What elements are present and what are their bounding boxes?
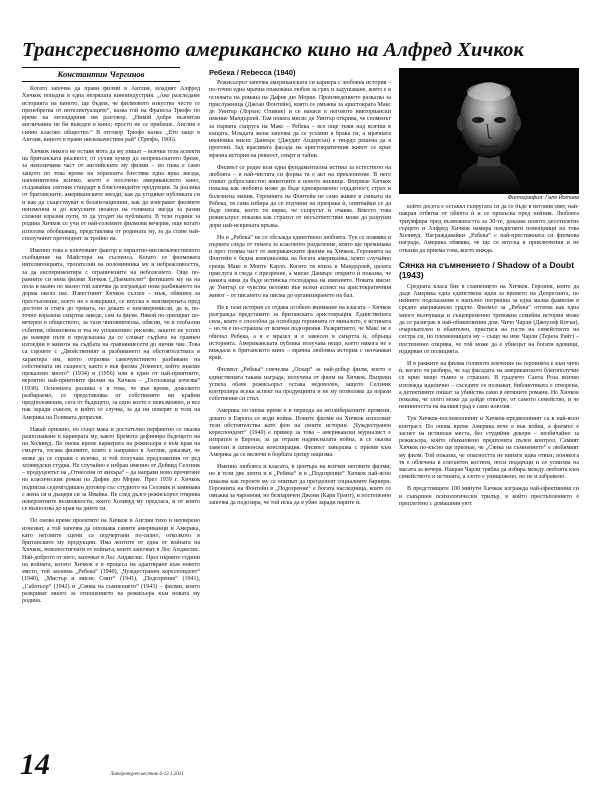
column-3 — [399, 204, 579, 778]
author-byline: Константин Чергинов — [57, 69, 145, 79]
paragraph: Когато започва да прави филми в Англия, младият Алфред Хичкок попадна в една незрялата киноиндустрия. „Ако разгледаме историята на киното, ще бъдем, че филмовото изкуство често се пренебрегва от интелектуалците“, казва той на Франсоа Трюфо по време на легендарния им разговор. „Никой добре възпитан англичанин не би въведен в кино; просто не се прибеше. Англия е синно класово общество.“ В отговор Трюфо казва: „Ето защо в Англия, киното в прави нискокачествен рай“ (Трюфо, 1966). — [22, 86, 200, 143]
article-title: Трансгресивното американско кино на Алфред Хичкок — [22, 39, 524, 61]
column-1 — [22, 86, 200, 734]
paragraph: Именно това е ключовият фактор в еврилтно-висококачественото съобщение на Майстора на съспенса. Когато се филмовата интелигенцията, трогателни на половинника му и небрежливостта, за да експериментира с ограничените на неболезнето. Още по-ранните си нема филми Хичкок („Наемателят“ фетишите му на на пола и мазно по мазно той започва да изграждат нова разбиването на дорма около нас. Известният Хичкок сълзен – мъж, обвинен за престъпление, което не е извършил, се впуска в неизмерената пред достоен и стига до тревата, но докато е неизмеромисли, да и, по-точно изразена смъртна заведе, сам за филм. Някой по-зреещиат по-вечерен в обществото, за тази чиновническа, обясни, че в глобални събития, обикновена и тоа не уплашениес рискове, защото не успял да намери пътя в предсказана да се сложат съдбата на сравнен изгледни в живота на съдбата на сравняниесети до ничия чие. Това са сцените с „Двойственият и разбиването на обстоятелствата в характера им, което отразява самочувствието разбиване на собствената ни същност, както е във филма „Човекът, който знаеше прекалено много“ (1934) и (1956) или в един от най-приятните, вероятно най-приятните филми на Хичкок – „Госпожица изчезва“ (1938). Основната разлика е в това, че във време, доколкото разбираемо, се представлява от собствените ни крайни предположения, сега от бъдещето, за едно което е невъзможно, и все пак заради съвсем, в който се случва, за да ни поверят и тези на Америка на Голямата депресия. — [22, 247, 200, 421]
section-title-shadow-of-a-doubt: Сянка на съмнението / Shadow of a Doubt (1943) — [399, 259, 575, 280]
paragraph: Америка по онова време е в периода на неолибералните промени, докато в Европа се води война. Новите филми на Хичкок използват тези обстоятелства като фон на своите истории. „Чуждестранен кореспондент“ (1940) е пример за това – американски журналист е изпратен в Европа, за да отрази надвисналата война, и се оказва замесен в шпионска конспирация. Филмът завършва с призив към Америка да се включи в борбата срещу нацизма. — [209, 408, 391, 458]
paragraph: Но в „Ребека“ не се обсъжда единствено любовта. Тук се появява и първата следа от темата за класовото разделение, която ще преминава и през голяма част от американските филми на Хичкок. Героинята на Фонтейн е бедна компаньонка на богата американка, която случайно среща Макс в Монте Карло. Когато тя влиза в Мандърлей, цялата прислуга я гледа с презрение, а мисис Данвърс открито ѝ показва, че никога няма да бъде истинска господарка на имението. Новата мисис де Уинтър се чувства неловко във всеки аспект на аристократичния живот – от писането на писма до организирането на бал. — [209, 234, 391, 299]
paragraph: Средната класа бие в съмнението на Хичкок. Героиня, която да даде Америка една единствена идея за времето на Депресията, по нейните подсказания е напълно погрешна за една малка фамилия в средно американско градче. Филмът за „Ребека“ отгатва как една много вълнуваща и същевременно тревожна семейна история може да се разиграе в най-обикновения дом. Чичо Чарли (Джоузеф Котън), очарователен и обаятелен, пристига на гости на семейството на сестра си, но племенницата му – също на име Чарли (Тереза Райт) – постепенно открива, че той може да е убиецът на богати вдовици, издирван от полицията. — [399, 283, 579, 355]
column-2 — [209, 68, 391, 774]
paragraph: По онова време проектите на Хичкок в Англия тихо и неуверено изчезват, а той започва да опознава самите американци и Америка, като неговите сцени са подчертани по-силно, отколкото в британските му продукции. Има лентите от една от войната на Хичкок, новопостигнати от войната, които започват в Лос Анджелис. Най-доброто от него, започват в Лос Анджелис. През първите години на войната, когато Хичкок е в процеса на адаптиране към новото място, той заснема „Ребека“ (1940), „Чуждестранен кореспондент“ (1940), „Мистър и мисис Смит“ (1941), „Подозрение“ (1941), „Саботьор“ (1942) и „Сянка на съмнението“ (1943) – филми, които разкриват много за отношението на режисьора към новата му родина. — [22, 518, 200, 605]
portrait-photo — [399, 68, 579, 194]
section-title-rebecca: Ребека / Rebecca (1940) — [209, 68, 296, 77]
paragraph: който досега е оставял съпругата си да се бъде в неговия свят, най-накрая отбягва от обичта ѝ и се прекъсва пред нейния. Любовта триумфира пред възможността за 30-те, доказва новото десетилетие сърцето и Алфред Хичкок намира повдигнати помощници на това Холивуд. Награждавайки „Ребека“ с най-престижната си филмова награда, Америка обявява, че ще се впуска в приключения и не отказва да приема това, което вижда. — [399, 204, 579, 254]
paragraph: В предстоящите 100 минути Хичкок изгражда най-ефективния си и съвършен психологически трилър, в който престъплението е преплетено с домашния уют. — [399, 486, 579, 507]
portrait-photo-image — [399, 68, 579, 194]
paragraph: Не в тази история се отдава особено внимание на класата – Хичкок разгражда представите за британската аристокрация. Единствената сила, която е способна да освободи героинята от миналото, е истината – но тя е по-страшна от всички подозрения. Разкритието, че Макс не е обичал Ребека, а я е мразел и е замесен в смъртта ѝ, обръща историята. Американската публика получава нещо, което никога не е виждала в британското кино – мрачна любовна история с неочакван край. — [209, 304, 391, 362]
paragraph: Филмът се родее към една фундаментална истина за естеството на любовта – в най-чистата си форма тя е акт на преклонение. В него отиват добросъвестно животните в новото жилище. Впервые Хичкок показва как любовта може да бъде едновременно отдаденост, страх и болезнена мания. Героинята на Фонтейн не само живее в сянката на Ребека, тя сама избира да се подчини на призрака ѝ, опитвайки се да бъде онова, което тя вярва, че съпругът ѝ очаква. Вместо това режисьорът показва как страхът от несъответствие може да разруши дори най-искрената връзка. — [209, 164, 391, 229]
paragraph: Именно любовта и класата, в центъра на всички неговите филми, но в тези две ленти и в „Ребека“ и в „Подозрение“ Хичкок най-ясно показва как героите му се опитват да преодолеят социалните бариери. Героинята на Фонтейн в „Подозрение“ е богата наследница, която се омъжва за чаровния, но безпаричен Джони (Кари Грант), и постепенно започва да подозира, че той иска да я убие заради парите ѝ. — [209, 464, 391, 507]
paragraph: Филмът „Ребека“ спечелва „Оскар“ за най-добър филм, което е единствената такава награда, получена от филм на Хичкок. Въпреки успеха обаче режисьорът остава недоволен, защото Селзник контролира всеки аспект на продукцията и не му позволява да изрази собствения си стил. — [209, 367, 391, 403]
footer-publication-info: Литературен вестник 6-12.1.2021 — [110, 772, 184, 777]
photo-credit: Фотография: Галя Йотова — [507, 195, 579, 201]
byline-block — [22, 67, 180, 82]
paragraph: И в рамките на филма голямото влечение на героинята е към чичо ѝ, когато тя разбира, че зад фасадата на американското благополучие се крие нещо тъмно и страшно. В градчето Санта Роза всичко изглежда идилично – съседите се познават, библиотеката е отворена, а детективите пишат за убийства само в евтините романи. Но Хичкок показва, че злото може да дойде отвътре, от самото семейство, и че невинността на малкия град е само илюзия. — [399, 360, 579, 411]
paragraph: Режисьорът започва американската си кариера с любовна история – по-точно една мрачна опакована любов за грях и задушаване, която е в основата на романа на Дафне дю Морие. Произведението разказва за прислужница (Джоан Фонтейн), която се омъжва за аристократа Макс де Уинтър (Лорънс Оливие) и се нанася в неговото викториански имение Мандърлей. Там новата мисис де Уинтър открива, че споменът за първата съпруга на Макс – Ребека – все още тежи над всички в къщата. Младата жена започва да се усъмни в брака си, а мрачната икономка мисис Данвърс (Джудит Андерсън) е твърдо решена да я прогони. Зад красивата фасада на аристократичния живот се крие мрачна история на ревност, смърт и тайни. — [209, 80, 391, 159]
paragraph: Накай орновно, но също мака и достатъчно перфектно се оказва разпознаване в кариерата му, както Бремота дефинира бъдещото на на Холивуд. По онова време кариерата на режисьора е към края на смъртта, тогава филмите, които е направил в Англия, доказват, че може да се справи с всичко, и той получава предложения от ред холивудски студиа. Не случайно е избран именно от Дейвид Селзник – продуцентът на „Отнесени от вихъра“ – да направи ново прочитане на класическия роман на Дафне дю Морие. През 1939 г. Хичкок подписва седемгодишен договор със студиото на Селзник и заминава с жена си и дъщеря си за Ямайка. Не след дълго режисьорът открива невероятните възможности, които Холивуд му предлага, и от които се възползва до края на дните си. — [22, 426, 200, 513]
page-number: 14 — [20, 748, 50, 781]
paragraph: Хичкок никога не оставя мота да му пишат – всички тези аспекти на британската реалност, от сухия хумор до непрекъснатото бреме, за неизличима част от английските му филми – но пъва е само защото по това време на хоризонта блестява една ярка звезда, напомнителна всичко, което е посочено американското кино, създавайки златния стандарт в блясъчнидейте продукции. За разлика от британските, американските звезди, как да угодяват публиката си и как да съществуват в безапелационни, как да изиграват филмите неизменни и до изкусните нюанси на голямата звезда за разни сложни изразни пути, то да угодят на публиката. В тези години за родина Хичкок се учи от най-големите филмови вечерия, още когато използва обобщаващ, представлява от родината му, за да стане най-сполучният претендент за тройно на. — [22, 148, 200, 242]
paragraph: Тук Хичкок-послевоенният и Хичкок-предвоенният са в най-ясен контраст. По онова време Америка вече е във война, а филмът е заснет на истински места, без студийни декори – необичайно за режисьора, който обикновено предпочита пълен контрол. Самият Хичкок по-късно ще признае, че „Сянка на съмнението“ е любимият му филм. Той показва, че опасността не винаги идва отвън; понякога тя е облечена в елегантен костюм, носи подаръци и се усмихва на масата за вечеря. Накрая Чарли трябва да избира между любовта към семейството и истината, а злото е унищожено, но не и забравено. — [399, 416, 579, 481]
byline-bottom-rule — [22, 81, 180, 82]
